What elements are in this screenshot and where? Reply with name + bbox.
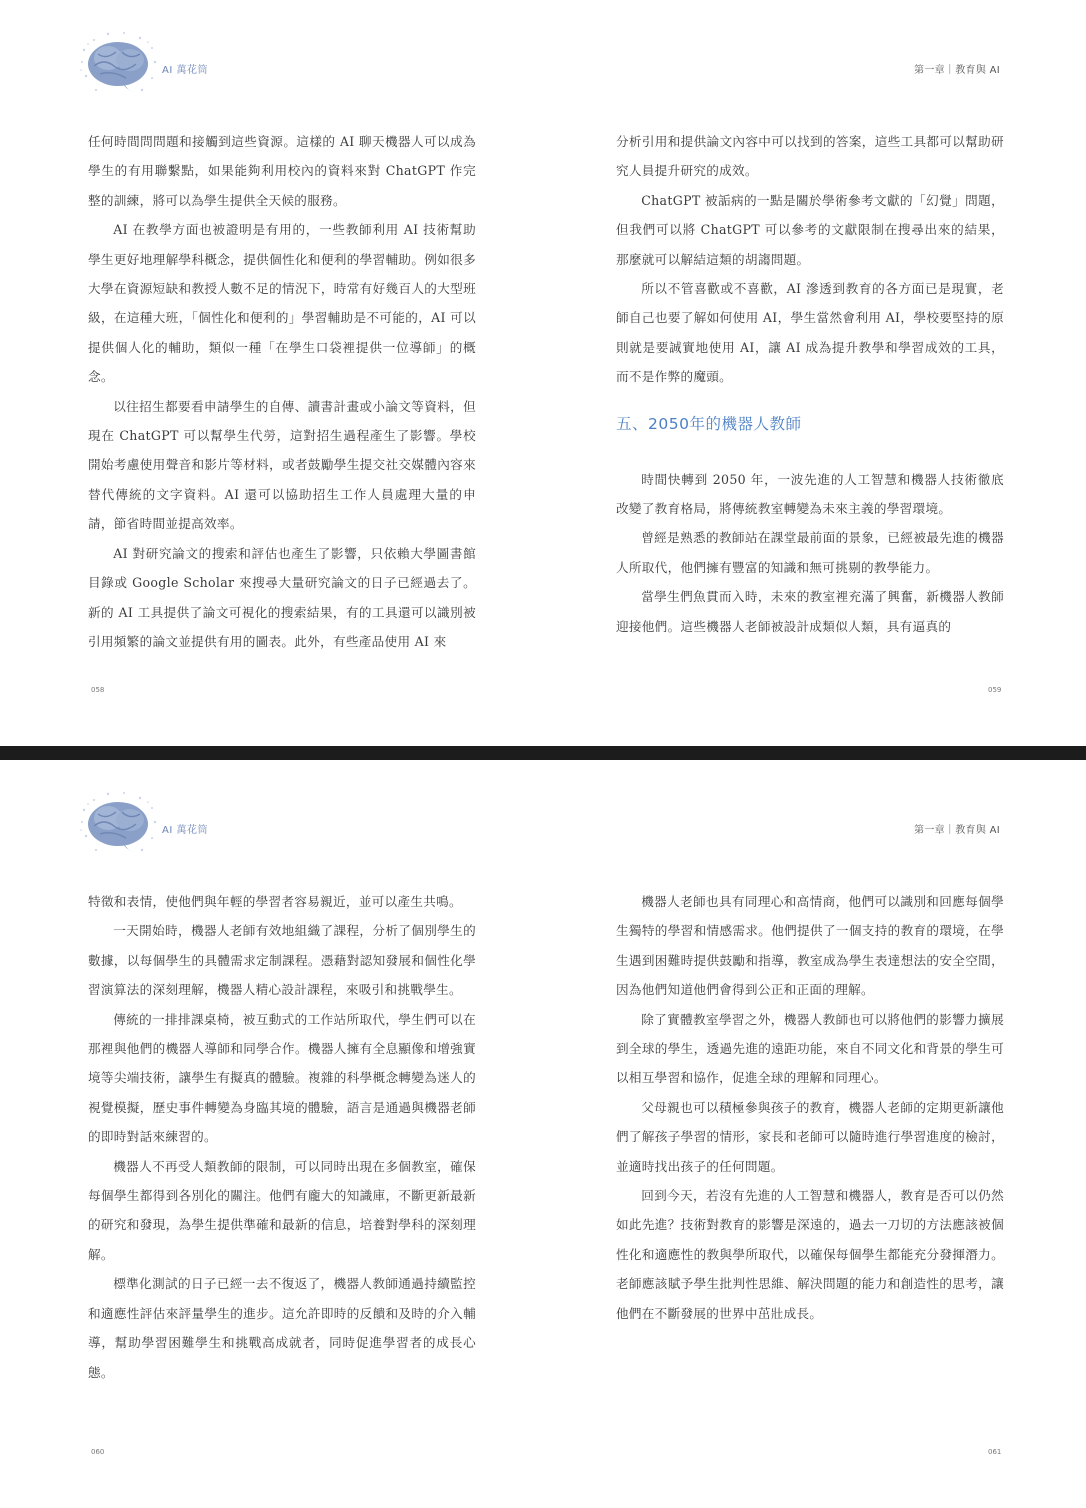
paragraph: 傳統的一排排課桌椅，被互動式的工作站所取代，學生們可以在那裡與他們的機器人導師和同學合作。機器人擁有全息顯像和增強實境等尖端技術，讓學生有擬真的體驗。複雜的科學概念轉變為迷人的視覺模擬，歷史事件轉變為身臨其境的體驗，語言是通過與機器老師的即時對話來練習的。 bbox=[88, 1011, 476, 1145]
paragraph: 回到今天，若沒有先進的人工智慧和機器人，教育是否可以仍然如此先進？技術對教育的影響是深遠的，過去一刀切的方法應該被個性化和適應性的教與學所取代，以確保每個學生都能充分發揮潛力。老師應該賦予學生批判性思維、解決問題的能力和創造性的思考，讓他們在不斷發展的世界中茁壯成長。 bbox=[616, 1188, 1004, 1321]
paragraph: ChatGPT 被詬病的一點是關於學術參考文獻的「幻覺」問題，但我們可以將 ChatGPT 可以參考的文獻限制在搜尋出來的結果，那麼就可以解結這類的胡謅問題。 bbox=[616, 192, 1004, 267]
brain-logo-icon bbox=[78, 790, 158, 860]
chapter-title: 第一章｜教育與 AI bbox=[914, 825, 1000, 836]
paragraph: 除了實體教室學習之外，機器人教師也可以將他們的影響力擴展到全球的學生，透過先進的遠距功能，來自不同文化和背景的學生可以相互學習和協作，促進全球的理解和同理心。 bbox=[616, 1011, 1004, 1086]
section-heading: 五、2050年的機器人教師 bbox=[616, 414, 802, 433]
spread-divider bbox=[0, 746, 1086, 760]
page-number: 058 bbox=[91, 686, 105, 694]
book-title: AI 萬花筒 bbox=[162, 825, 208, 836]
page-number: 061 bbox=[988, 1448, 1002, 1456]
paragraph: 機器人老師也具有同理心和高情商，他們可以識別和回應每個學生獨特的學習和情感需求。他們提供了一個支持的教育的環境，在學生遇到困難時提供鼓勵和指導，教室成為學生表達想法的安全空間，因為他們知道他們會得到公正和正面的理解。 bbox=[616, 894, 1004, 998]
paragraph: 特徵和表情，使他們與年輕的學習者容易親近，並可以產生共鳴。 bbox=[88, 894, 462, 909]
page-number: 060 bbox=[91, 1448, 105, 1456]
paragraph: AI 在教學方面也被證明是有用的，一些教師利用 AI 技術幫助學生更好地理解學科概念，提供個性化和便利的學習輔助。例如很多大學在資源短缺和教授人數不足的情況下，時常有好幾百人的大型班級，在這種大班，「個性化和便利的」學習輔助是不可能的，AI 可以提供個人化的輔助，類似一種「在學生口袋裡提供一位導師」的概念。 bbox=[88, 222, 476, 385]
paragraph: 當學生們魚貫而入時，未來的教室裡充滿了興奮，新機器人教師迎接他們。這些機器人老師被設計成類似人類，具有逼真的 bbox=[616, 589, 1004, 634]
paragraph: 時間快轉到 2050 年，一波先進的人工智慧和機器人技術徹底改變了教育格局，將傳統教室轉變為未來主義的學習環境。 bbox=[616, 471, 1004, 517]
book-title: AI 萬花筒 bbox=[162, 65, 208, 76]
paragraph: 所以不管喜歡或不喜歡，AI 滲透到教育的各方面已是現實，老師自己也要了解如何使用 AI，學生當然會利用 AI，學校要堅持的原則就是要誠實地使用 AI，讓 AI 成為提升教學和學習成效的工具，而不是作弊的魔頭。 bbox=[616, 281, 1004, 385]
paragraph: 父母親也可以積極參與孩子的教育，機器人老師的定期更新讓他們了解孩子學習的情形，家長和老師可以隨時進行學習進度的檢討，並適時找出孩子的任何問題。 bbox=[616, 1099, 1004, 1174]
paragraph: 機器人不再受人類教師的限制，可以同時出現在多個教室，確保每個學生都得到各別化的關注。他們有龐大的知識庫，不斷更新最新的研究和發現，為學生提供準確和最新的信息，培養對學科的深刻理解。 bbox=[88, 1158, 476, 1262]
paragraph: AI 對研究論文的搜索和評估也產生了影響，只依賴大學圖書館目錄或 Google Scholar 來搜尋大量研究論文的日子已經過去了。新的 AI 工具提供了論文可視化的搜索結果，有的工具還可以識別被引用頻繁的論文並提供有用的圖表。此外，有些產品使用 AI 來 bbox=[88, 545, 476, 649]
page-059-body bbox=[616, 127, 1004, 641]
paragraph: 標準化測試的日子已經一去不復返了，機器人教師通過持續監控和適應性評估來評量學生的進步。這允許即時的反饋和及時的介入輔導，幫助學習困難學生和挑戰高成就者，同時促進學習者的成長心態。 bbox=[88, 1276, 476, 1380]
book-spread-bottom bbox=[0, 760, 1086, 1508]
book-spread-top bbox=[0, 0, 1086, 746]
paragraph: 以往招生都要看申請學生的自傳、讀書計畫或小論文等資料，但現在 ChatGPT 可以幫學生代勞，這對招生過程產生了影響。學校開始考慮使用聲音和影片等材料，或者鼓勵學生提交社交媒體內容來替代傳統的文字資料。AI 還可以協助招生工作人員處理大量的申請，節省時間並提高效率。 bbox=[88, 398, 476, 532]
paragraph: 任何時間問問題和接觸到這些資源。這樣的 AI 聊天機器人可以成為學生的有用聯繫點，如果能夠利用校內的資料來對 ChatGPT 作完整的訓練，將可以為學生提供全天候的服務。 bbox=[88, 134, 476, 208]
page-060-body bbox=[88, 887, 476, 1387]
page-058-body bbox=[88, 127, 476, 656]
paragraph: 分析引用和提供論文內容中可以找到的答案，這些工具都可以幫助研究人員提升研究的成效。 bbox=[616, 134, 1004, 179]
brain-logo-icon bbox=[78, 30, 158, 100]
page-061-body bbox=[616, 887, 1004, 1328]
paragraph: 曾經是熟悉的教師站在課堂最前面的景象，已經被最先進的機器人所取代，他們擁有豐富的知識和無可挑剔的教學能力。 bbox=[616, 530, 1004, 575]
chapter-title: 第一章｜教育與 AI bbox=[914, 65, 1000, 76]
page-number: 059 bbox=[988, 686, 1002, 694]
paragraph: 一天開始時，機器人老師有效地組織了課程，分析了個別學生的數據，以每個學生的具體需求定制課程。憑藉對認知發展和個性化學習演算法的深刻理解，機器人精心設計課程，來吸引和挑戰學生。 bbox=[88, 923, 476, 998]
